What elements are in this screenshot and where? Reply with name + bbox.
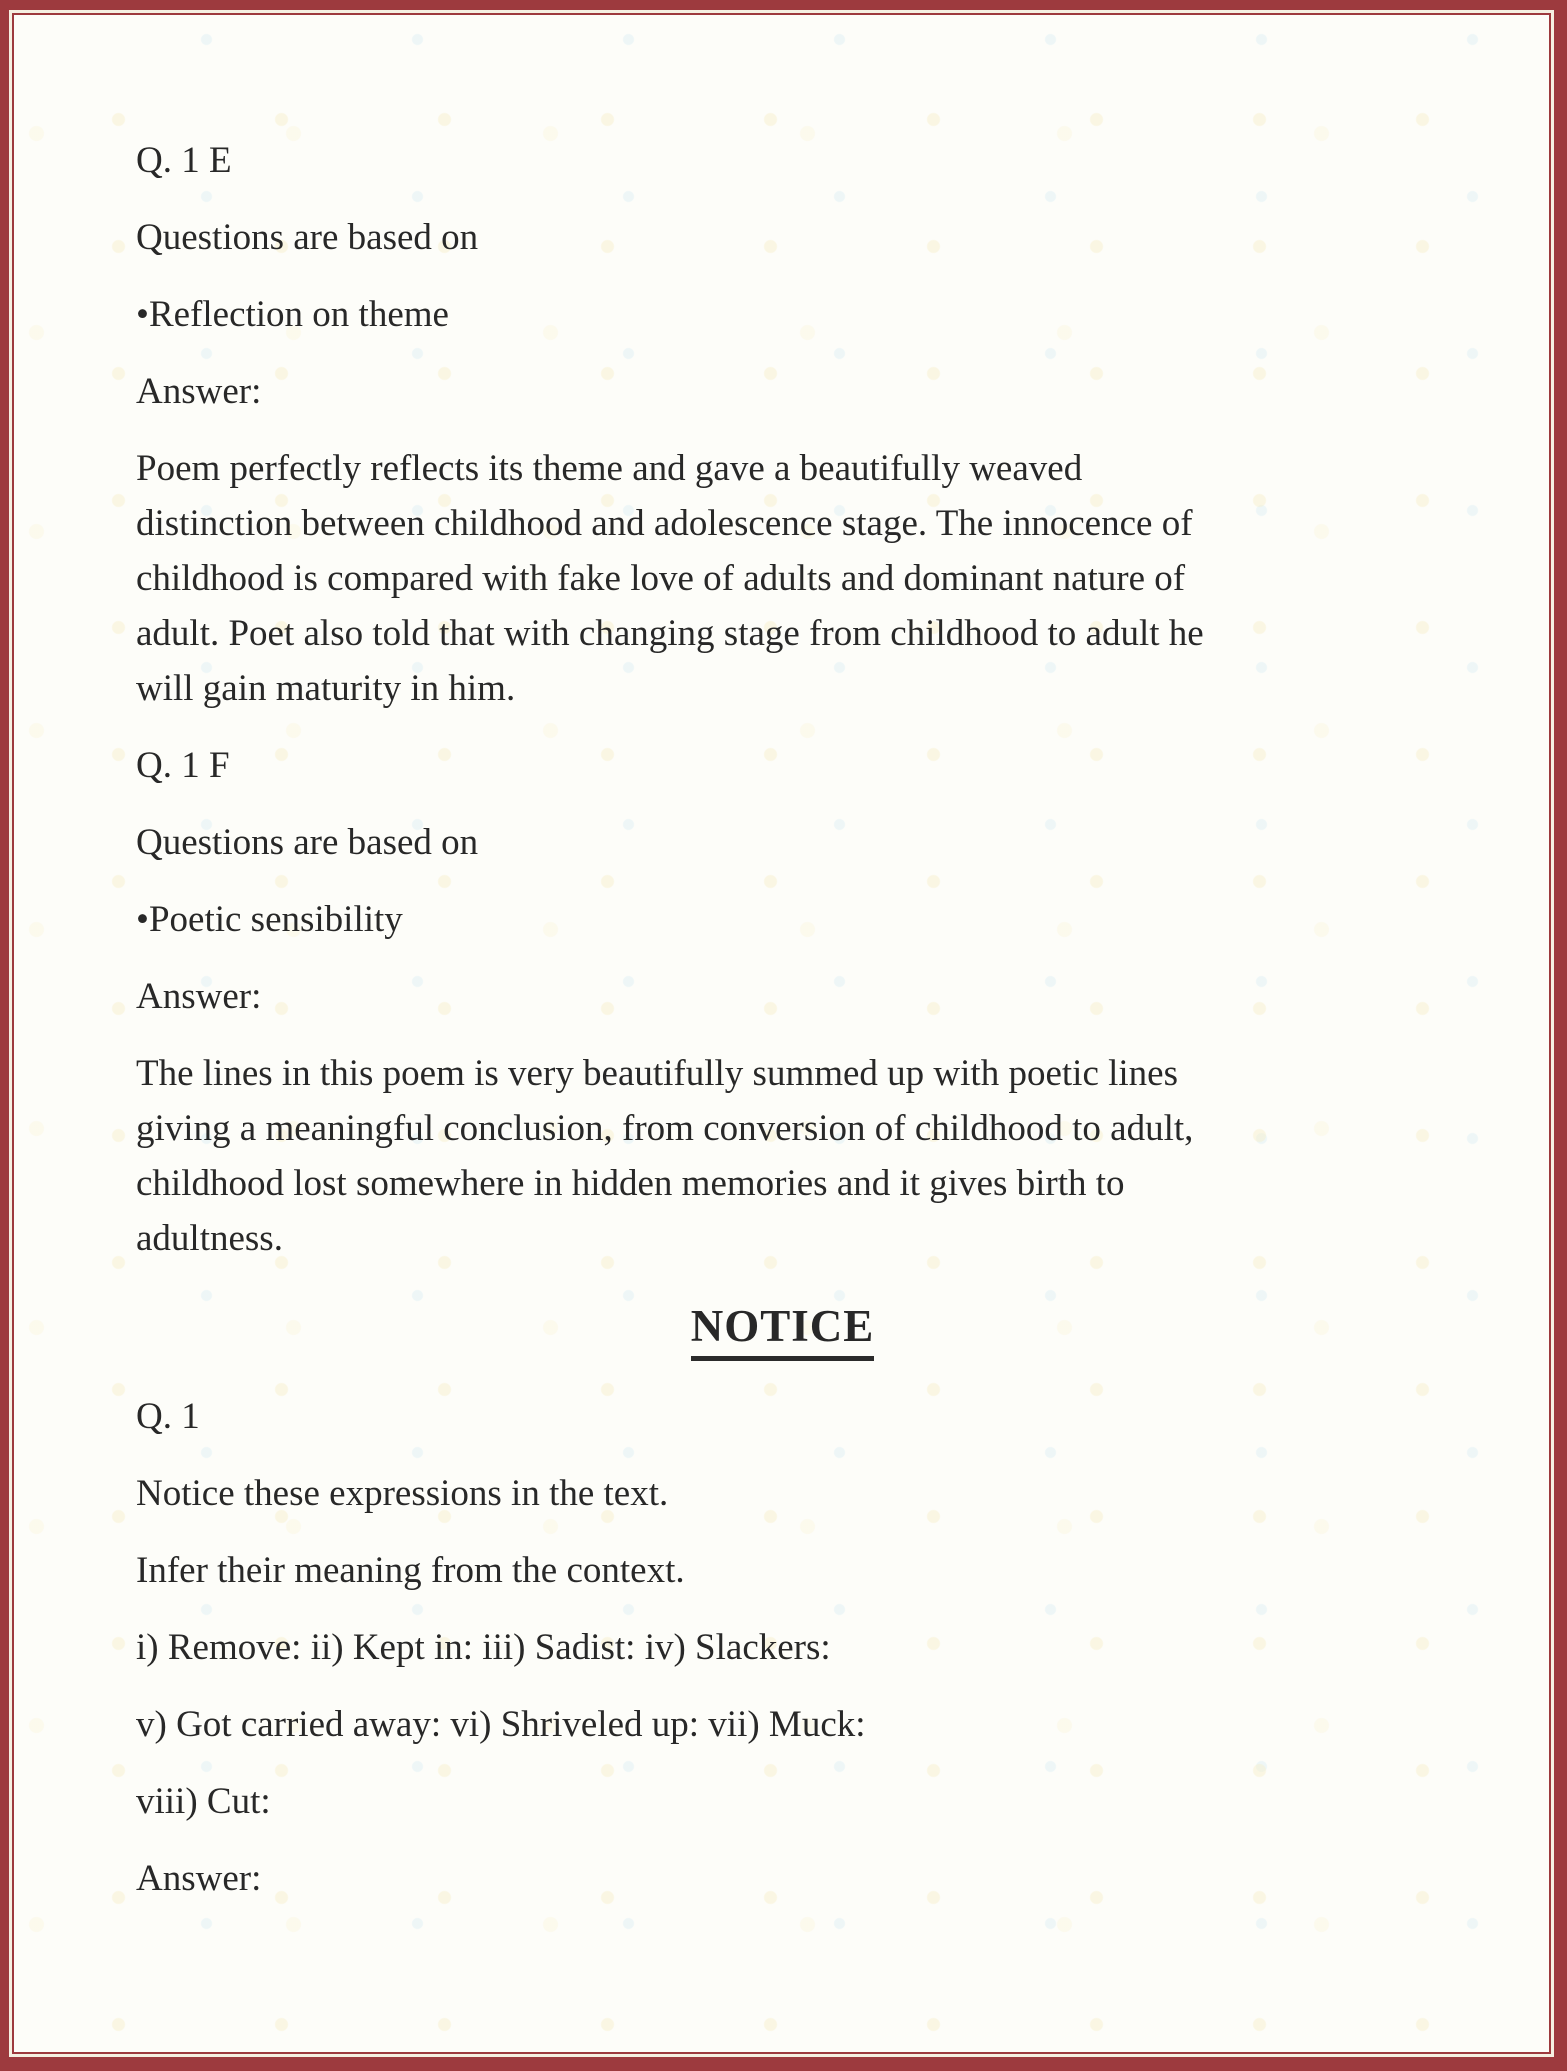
answer-label: Answer:	[136, 976, 262, 1017]
answer-label: Answer:	[136, 1858, 262, 1899]
question-number-1e: Q. 1 E	[136, 140, 232, 181]
answer-paragraph-theme	[136, 441, 1429, 716]
question-intro: Questions are based on	[136, 217, 479, 258]
notice-heading	[136, 1300, 1429, 1361]
paragraph-line: childhood lost somewhere in hidden memories and it gives birth to	[136, 1163, 1125, 1204]
paragraph-line: The lines in this poem is very beautifully summed up with poetic lines	[136, 1053, 1178, 1094]
paragraph-line: distinction between childhood and adolescence stage. The innocence of	[136, 503, 1193, 544]
paragraph-line: childhood is compared with fake love of adults and dominant nature of	[136, 558, 1186, 599]
instruction-infer-meaning: Infer their meaning from the context.	[136, 1550, 685, 1591]
answer-label: Answer:	[136, 371, 262, 412]
question-number-1: Q. 1	[136, 1396, 200, 1437]
question-intro: Questions are based on	[136, 822, 479, 863]
expression-list-row-1: i) Remove: ii) Kept in: iii) Sadist: iv) Slackers:	[136, 1627, 831, 1668]
notice-title: NOTICE	[691, 1300, 875, 1361]
page-content	[14, 15, 1549, 1906]
paragraph-line: adult. Poet also told that with changing stage from childhood to adult he	[136, 613, 1204, 654]
paragraph-line: adultness.	[136, 1218, 283, 1259]
page-sheet	[12, 13, 1551, 2054]
paragraph-line: Poem perfectly reflects its theme and gave a beautifully weaved	[136, 448, 1083, 489]
bullet-reflection-on-theme: •Reflection on theme	[136, 294, 449, 335]
instruction-notice-expressions: Notice these expressions in the text.	[136, 1473, 669, 1514]
paragraph-line: will gain maturity in him.	[136, 668, 516, 709]
paragraph-line: giving a meaningful conclusion, from conversion of childhood to adult,	[136, 1108, 1194, 1149]
question-number-1f: Q. 1 F	[136, 745, 230, 786]
expression-list-row-2: v) Got carried away: vi) Shriveled up: vii) Muck:	[136, 1704, 866, 1745]
answer-paragraph-sensibility	[136, 1046, 1429, 1266]
expression-list-row-3: viii) Cut:	[136, 1781, 271, 1822]
page-border-mat	[9, 10, 1554, 2057]
bullet-poetic-sensibility: •Poetic sensibility	[136, 899, 403, 940]
